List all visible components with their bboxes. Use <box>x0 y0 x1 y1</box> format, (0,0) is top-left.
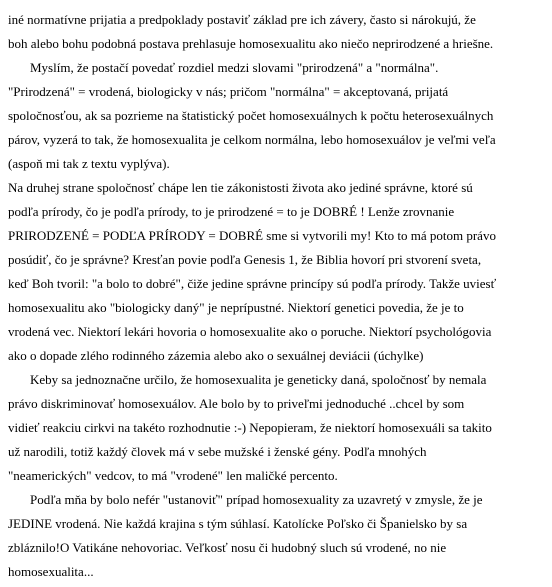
text-line: vidieť reakciu cirkvi na takéto rozhodnutie :-) Nepopieram, že niektorí homosexuáli sa takito <box>8 420 492 435</box>
text-line: homosexualitu ako "biologicky daný" je neprípustné. Niektorí genetici povedia, že je to <box>8 300 464 315</box>
text-line: keď Boh tvoril: "a bolo to dobré", čiže jedine správne princípy sú podľa prírody. Takže uviesť <box>8 276 497 291</box>
text-line: PRIRODZENÉ = PODĽA PRÍRODY = DOBRÉ sme si vytvorili my! Kto to má potom právo <box>8 228 496 243</box>
text-line: Keby sa jednoznačne určilo, že homosexualita je geneticky daná, spoločnosť by nemala <box>30 372 487 387</box>
text-line: Na druhej strane spoločnosť chápe len tie zákonistosti života ako jediné správne, ktoré sú <box>8 180 473 195</box>
text-line: "Prirodzená" = vrodená, biologicky v nás; pričom "normálna" = akceptovaná, prijatá <box>8 84 449 99</box>
text-line: Myslím, že postačí povedať rozdiel medzi slovami "prirodzená" a "normálna". <box>30 60 439 75</box>
text-line: vrodená vec. Niektorí lekári hovoria o homosexualite ako o poruche. Niektorí psychológovia <box>8 324 492 339</box>
text-line: iné normatívne prijatia a predpoklady postaviť základ pre ich závery, často si nárokujú, že <box>8 12 476 27</box>
text-line: párov, vyzerá to tak, že homosexualita je celkom normálna, lebo homosexuálov je veľmi veľa <box>8 132 496 147</box>
text-line: boh alebo bohu podobná postava prehlasuje homosexualitu ako niečo neprirodzené a hriešne. <box>8 36 494 51</box>
text-line: homosexualita... <box>8 564 94 579</box>
text-line: spoločnosťou, ak sa pozrieme na štatistický počet homosexuálnych k počtu heterosexuálnych <box>8 108 494 123</box>
text-line: podľa prírody, čo je podľa prírody, to je prirodzené = to je DOBRÉ ! Lenže zrovnanie <box>8 204 455 219</box>
text-line: právo diskriminovať homosexuálov. Ale bolo by to priveľmi jednoduché ..chcel by som <box>8 396 465 411</box>
text-line: Podľa mňa by bolo nefér "ustanoviť" prípad homosexuality za uzavretý v zmysle, že je <box>30 492 483 507</box>
text-line: zbláznilo!O Vatikáne nehovoriac. Veľkosť nosu či hudobný sluch sú vrodené, no nie <box>8 540 447 555</box>
text-line: už narodili, totiž každý človek má v sebe mužské i ženské gény. Podľa mnohých <box>8 444 427 459</box>
text-line: (aspoň mi tak z textu vyplýva). <box>8 156 170 171</box>
text-line: ako o dopade zlého rodinného zázemia alebo ako o sexuálnej deviácii (úchylke) <box>8 348 424 363</box>
text-line: posúdiť, čo je správne? Kresťan povie podľa Genesis 1, že Biblia hovorí pri stvorení sveta, <box>8 252 482 267</box>
text-line: "neamerických" vedcov, to má "vrodené" len maličké percento. <box>8 468 338 483</box>
text-line: JEDINE vrodená. Nie každá krajina s tým súhlasí. Katolícke Poľsko či Španielsko by sa <box>8 516 468 531</box>
